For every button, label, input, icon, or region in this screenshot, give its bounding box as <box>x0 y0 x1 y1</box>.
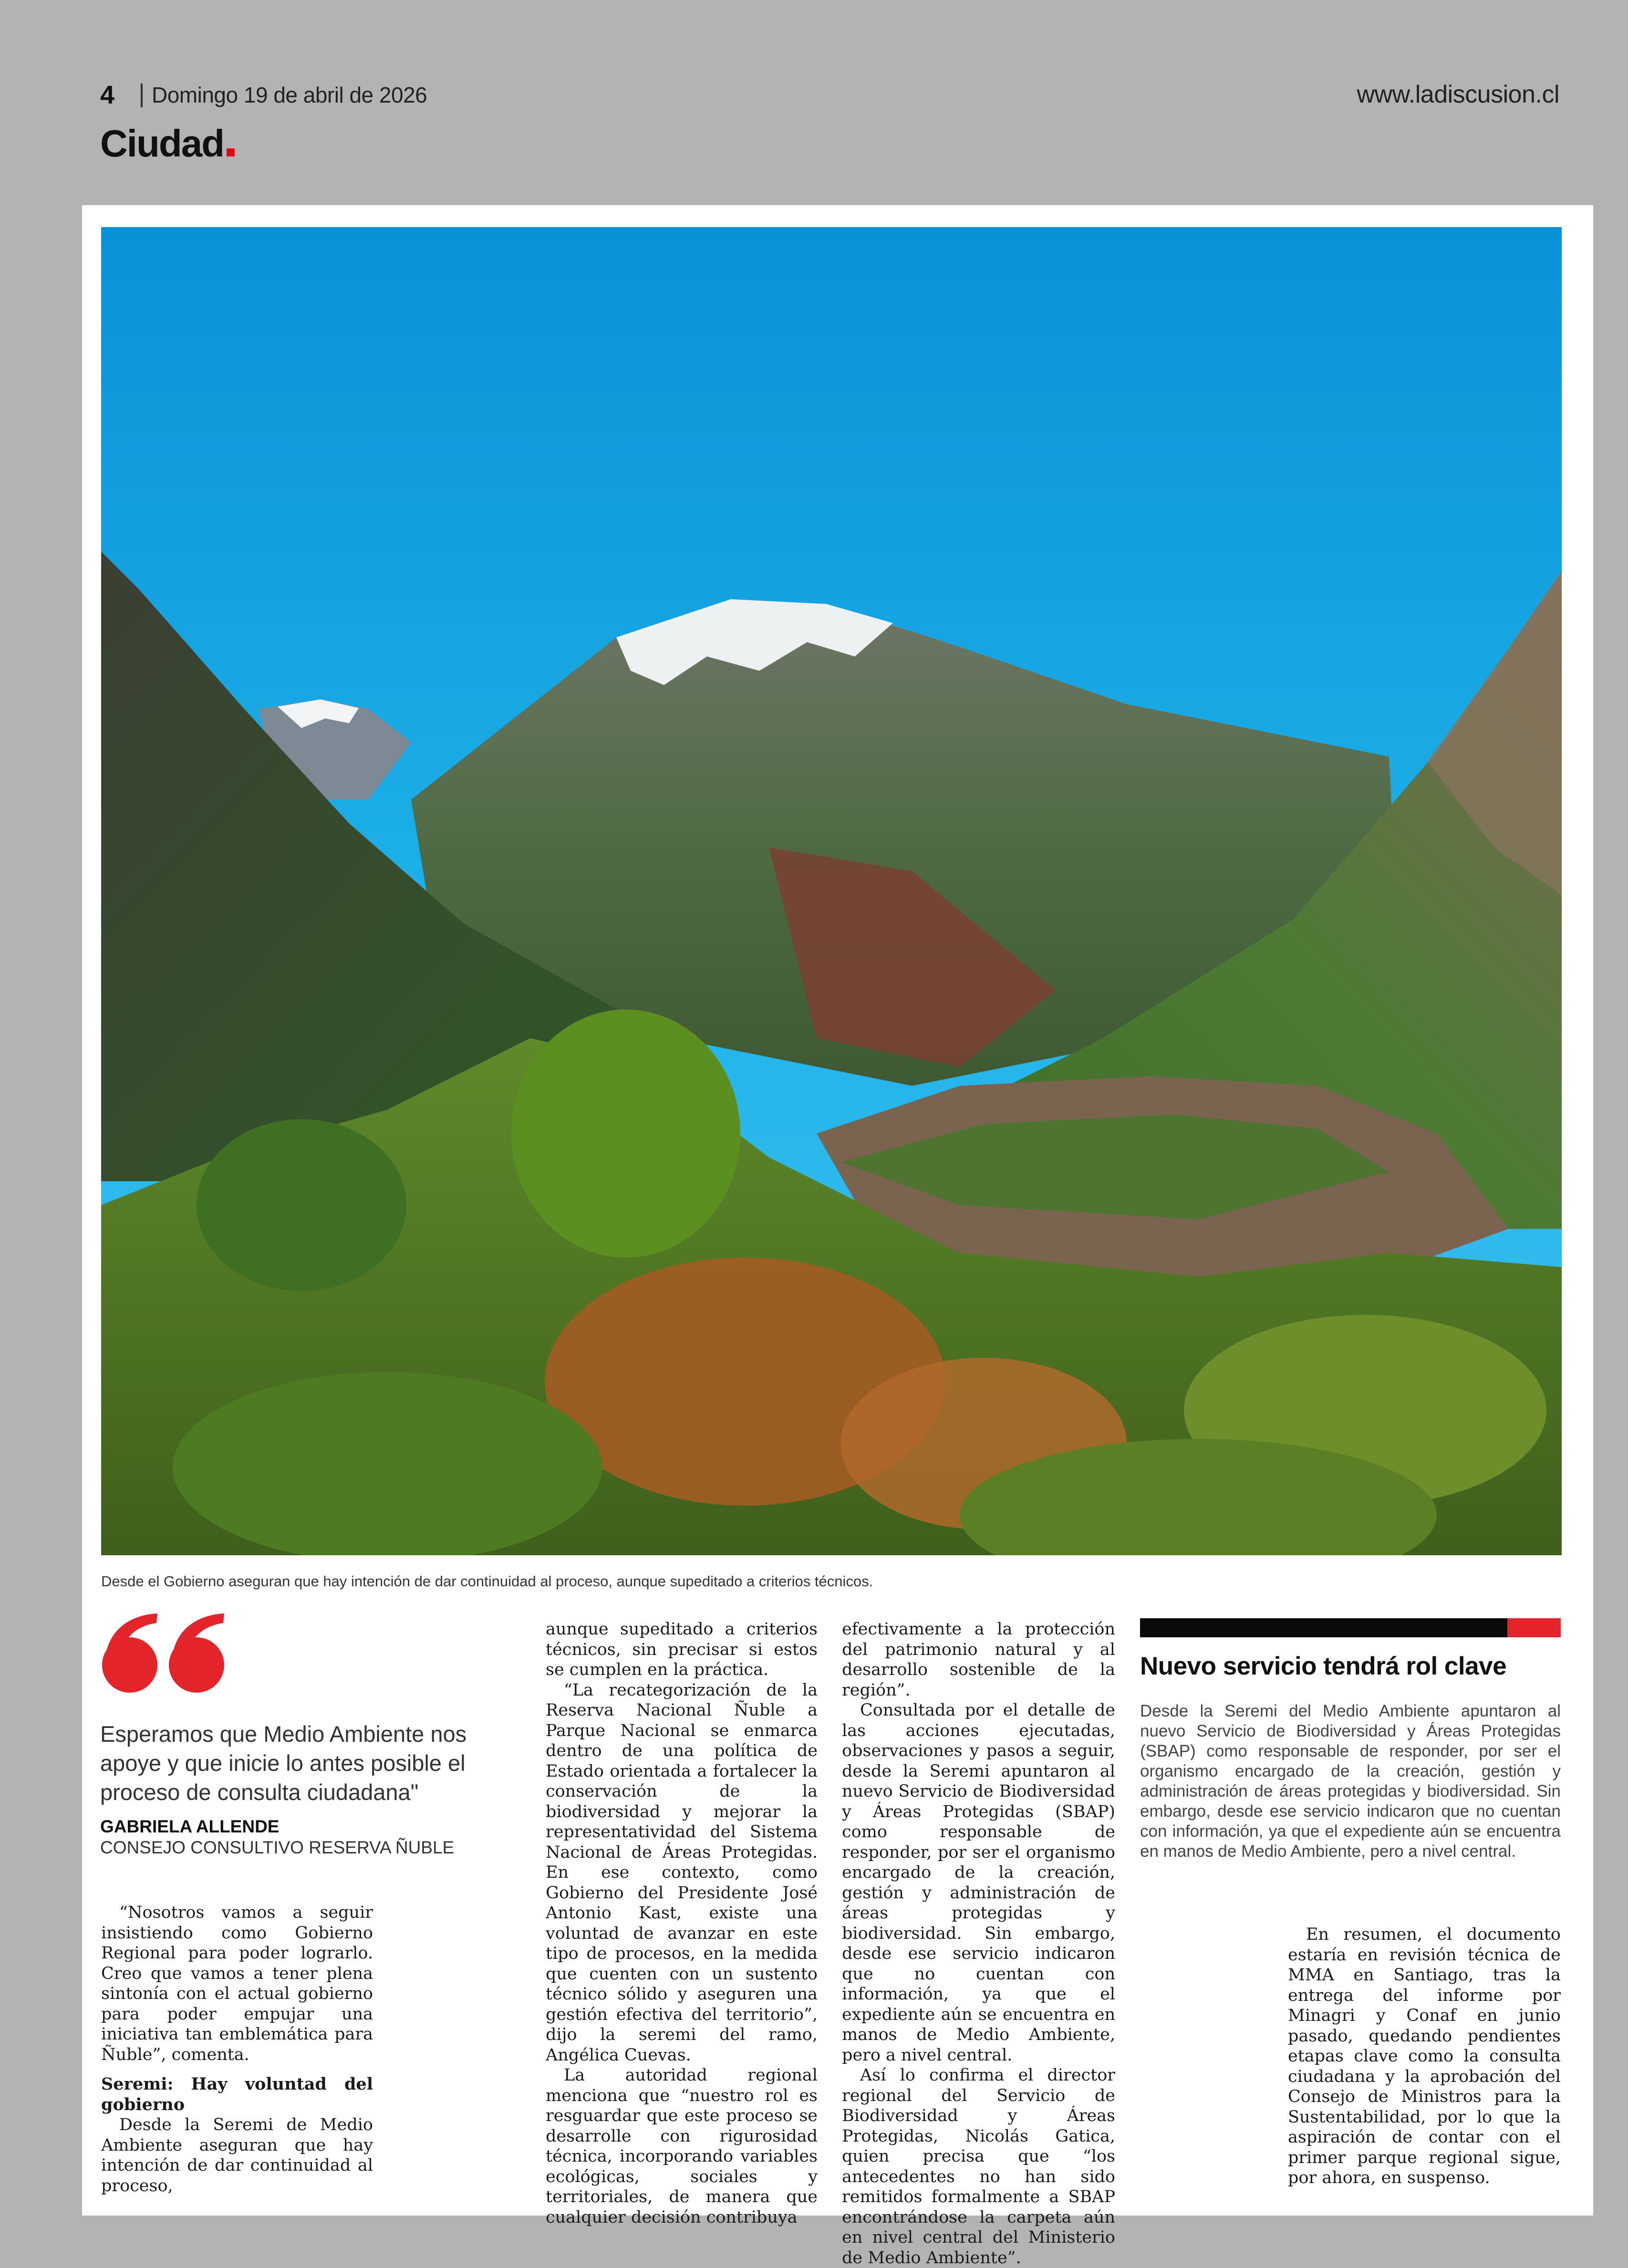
pull-quote-text: Esperamos que Medio Ambiente nos apoye y que inicie lo antes posible el proceso de consulta ciudadana" <box>100 1721 467 1805</box>
paragraph: En resumen, el documento estaría en revisión técnica de MMA en Santiago, tras la entrega del informe por Minagri y Conaf en junio pasado, quedando pendientes etapas clave como la consulta ciudadana y la aprobación del Consejo de Ministros para la Sustentabilidad, por lo que la aspiración de contar con el primer parque regional sigue, por ahora, en suspenso. <box>1288 1925 1561 2187</box>
website-url[interactable]: www.ladiscusion.cl <box>1357 81 1559 108</box>
sidebar-rule-red <box>1507 1618 1561 1637</box>
paragraph: efectivamente a la protección del patrimonio natural y al desarrollo sostenible de la región”. <box>842 1620 1115 1700</box>
article-column-2 <box>546 1619 818 2227</box>
paragraph: “Nosotros vamos a seguir insistiendo como Gobierno Regional para poder lograrlo. Creo que vamos a tener plena sintonía con el actual gobierno para poder empujar una iniciativa tan emblemática para Ñuble”, comenta. <box>101 1903 373 2064</box>
sidebar-text: Desde la Seremi del Medio Ambiente apuntaron al nuevo Servicio de Biodiversidad y Áreas Protegidas (SBAP) como responsable de responder, por ser el organismo encargado de la creación, gestión y administración de áreas protegidas y biodiversidad. Sin embargo, desde ese servicio indicaron que no cuentan con información, ya que el expediente aún se encuentra en manos de Medio Ambiente, pero a nivel central. <box>1140 1702 1561 1861</box>
issue-date: Domingo 19 de abril de 2026 <box>152 83 427 107</box>
paragraph: La autoridad regional menciona que “nuestro rol es resguardar que este proceso se desarrolle con rigurosidad técnica, incorporando variables ecológicas, sociales y territoriales, de manera que cualquier decisión contribuya <box>546 2066 818 2227</box>
landscape-photo <box>101 227 1562 1555</box>
article-subhead: Seremi: Hay voluntad del gobierno <box>101 2074 373 2114</box>
mountain-valley-illustration <box>101 227 1562 1555</box>
header-separator <box>141 83 143 107</box>
paragraph: aunque supeditado a criterios técnicos, sin precisar si estos se cumplen en la práctica. <box>546 1620 818 1679</box>
paragraph: Así lo confirma el director regional del Servicio de Biodiversidad y Áreas Protegidas, Nicolás Gatica, quien precisa que “los antecedentes no han sido remitidos formalmente a SBAP encontrándose la carpeta aún en nivel central del Ministerio de Medio Ambiente”. <box>842 2066 1115 2268</box>
photo-caption: Desde el Gobierno aseguran que hay intención de dar continuidad al proceso, aunque supeditado a criterios técnicos. <box>101 1573 873 1590</box>
article-column-3 <box>842 1619 1115 2268</box>
section-title <box>100 122 235 166</box>
quote-author: GABRIELA ALLENDE <box>100 1817 280 1836</box>
section-title-text: Ciudad <box>100 122 224 165</box>
section-dot-icon <box>227 148 235 156</box>
paragraph: “La recategorización de la Reserva Nacional Ñuble a Parque Nacional se enmarca dentro de una política de Estado orientada a fortalecer la conservación de la biodiversidad y mejorar la representatividad del Sistema Nacional de Áreas Protegidas. En ese contexto, como Gobierno del Presidente José Antonio Kast, existe una voluntad de avanzar en este tipo de procesos, en la medida que cuenten con un sustento técnico sólido y aseguren una gestión efectiva del territorio”, dijo la seremi del ramo, Angélica Cuevas. <box>546 1680 818 2065</box>
paragraph: Consultada por el detalle de las acciones ejecutadas, observaciones y pasos a seguir, desde la Seremi apuntaron al nuevo Servicio de Biodiversidad y Áreas Protegidas (SBAP) como responsable de responder, por ser el organismo encargado de la creación, gestión y administración de áreas protegidas y biodiversidad. Sin embargo, desde ese servicio indicaron que no cuentan con información, ya que el expediente aún se encuentra en manos de Medio Ambiente, pero a nivel central. <box>842 1701 1115 2065</box>
article-column-1 <box>101 1903 373 2196</box>
quote-mark-icon <box>100 1613 229 1694</box>
sidebar-title: Nuevo servicio tendrá rol clave <box>1140 1652 1507 1680</box>
quote-author-role: CONSEJO CONSULTIVO RESERVA ÑUBLE <box>100 1838 455 1857</box>
sidebar-rule-black <box>1140 1618 1507 1637</box>
article-column-4 <box>1288 1925 1561 2188</box>
paragraph: Desde la Seremi de Medio Ambiente aseguran que hay intención de dar continuidad al proceso, <box>101 2115 373 2195</box>
page-number: 4 <box>100 81 115 109</box>
